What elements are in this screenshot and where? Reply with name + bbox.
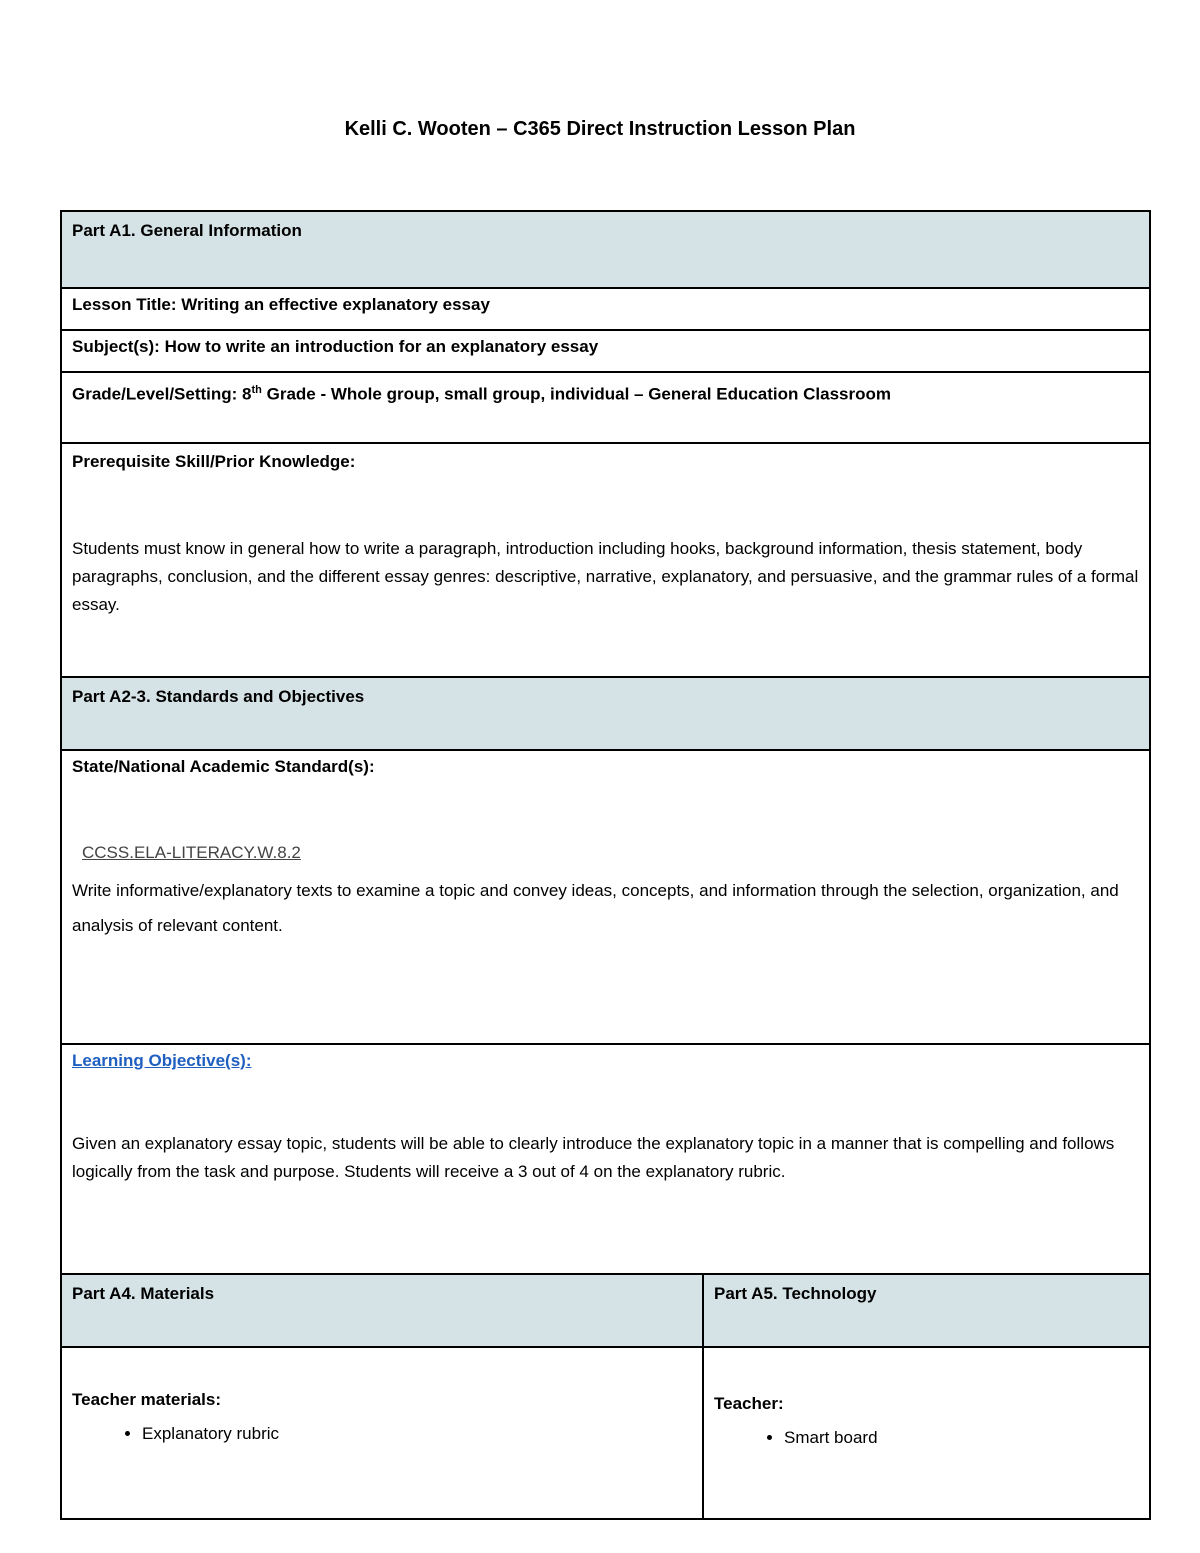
standard-text: Write informative/explanatory texts to examine a topic and convey ideas, concepts, and information through the selection, organization, and analysis of relevant content. <box>72 881 1119 935</box>
standards-label: State/National Academic Standard(s): <box>72 757 375 776</box>
teacher-materials-label: Teacher materials: <box>72 1390 221 1409</box>
grade-row <box>61 372 1150 443</box>
materials-content-row <box>61 1347 1150 1519</box>
part-a4-heading: Part A4. Materials <box>61 1274 703 1347</box>
objectives-text: Given an explanatory essay topic, students will be able to clearly introduce the explanatory topic in a manner that is compelling and follows logically from the task and purpose. Students will receive a 3 out of 4 on the explanatory rubric. <box>72 1134 1115 1181</box>
lesson-title-label: Lesson Title: <box>72 295 177 314</box>
part-a23-heading: Part A2-3. Standards and Objectives <box>61 677 1150 750</box>
part-a1-header-row <box>61 211 1150 288</box>
learning-objectives-link[interactable]: Learning Objective(s): <box>72 1051 252 1070</box>
document-title: Kelli C. Wooten – C365 Direct Instruction Lesson Plan <box>344 118 856 140</box>
standard-code-link[interactable]: CCSS.ELA-LITERACY.W.8.2 <box>82 843 301 862</box>
subject-label: Subject(s): <box>72 337 160 356</box>
subject-row <box>61 330 1150 372</box>
grade-label: Grade/Level/Setting: 8 <box>72 384 252 404</box>
prereq-text: Students must know in general how to write a paragraph, introduction including hooks, background information, thesis statement, body paragraphs, conclusion, and the different essay genres: descriptive, narrative, explanatory, and persuasive, and the grammar rules of a formal essay. <box>72 539 1139 614</box>
materials-cell <box>61 1347 703 1519</box>
technology-list <box>714 1424 1139 1452</box>
prereq-label: Prerequisite Skill/Prior Knowledge: <box>72 452 356 471</box>
part-a5-heading: Part A5. Technology <box>703 1274 1150 1347</box>
list-item: • Smart board <box>784 1424 1139 1452</box>
lesson-plan-table <box>60 210 1151 1520</box>
part-a23-header-row <box>61 677 1150 750</box>
lesson-title-value: Writing an effective explanatory essay <box>181 295 490 314</box>
objectives-row <box>61 1044 1150 1274</box>
part-a1-heading: Part A1. General Information <box>61 211 1150 288</box>
standards-row <box>61 750 1150 1044</box>
grade-superscript: th <box>251 384 262 396</box>
list-item: • Explanatory rubric <box>142 1420 692 1448</box>
teacher-technology-label: Teacher: <box>714 1394 784 1413</box>
subject-value: How to write an introduction for an explanatory essay <box>164 337 599 356</box>
grade-value: Grade - Whole group, small group, individual – General Education Classroom <box>266 384 892 404</box>
prereq-row <box>61 443 1150 677</box>
materials-header-row <box>61 1274 1150 1347</box>
materials-list <box>72 1420 692 1448</box>
lesson-title-row <box>61 288 1150 330</box>
technology-cell <box>703 1347 1150 1519</box>
